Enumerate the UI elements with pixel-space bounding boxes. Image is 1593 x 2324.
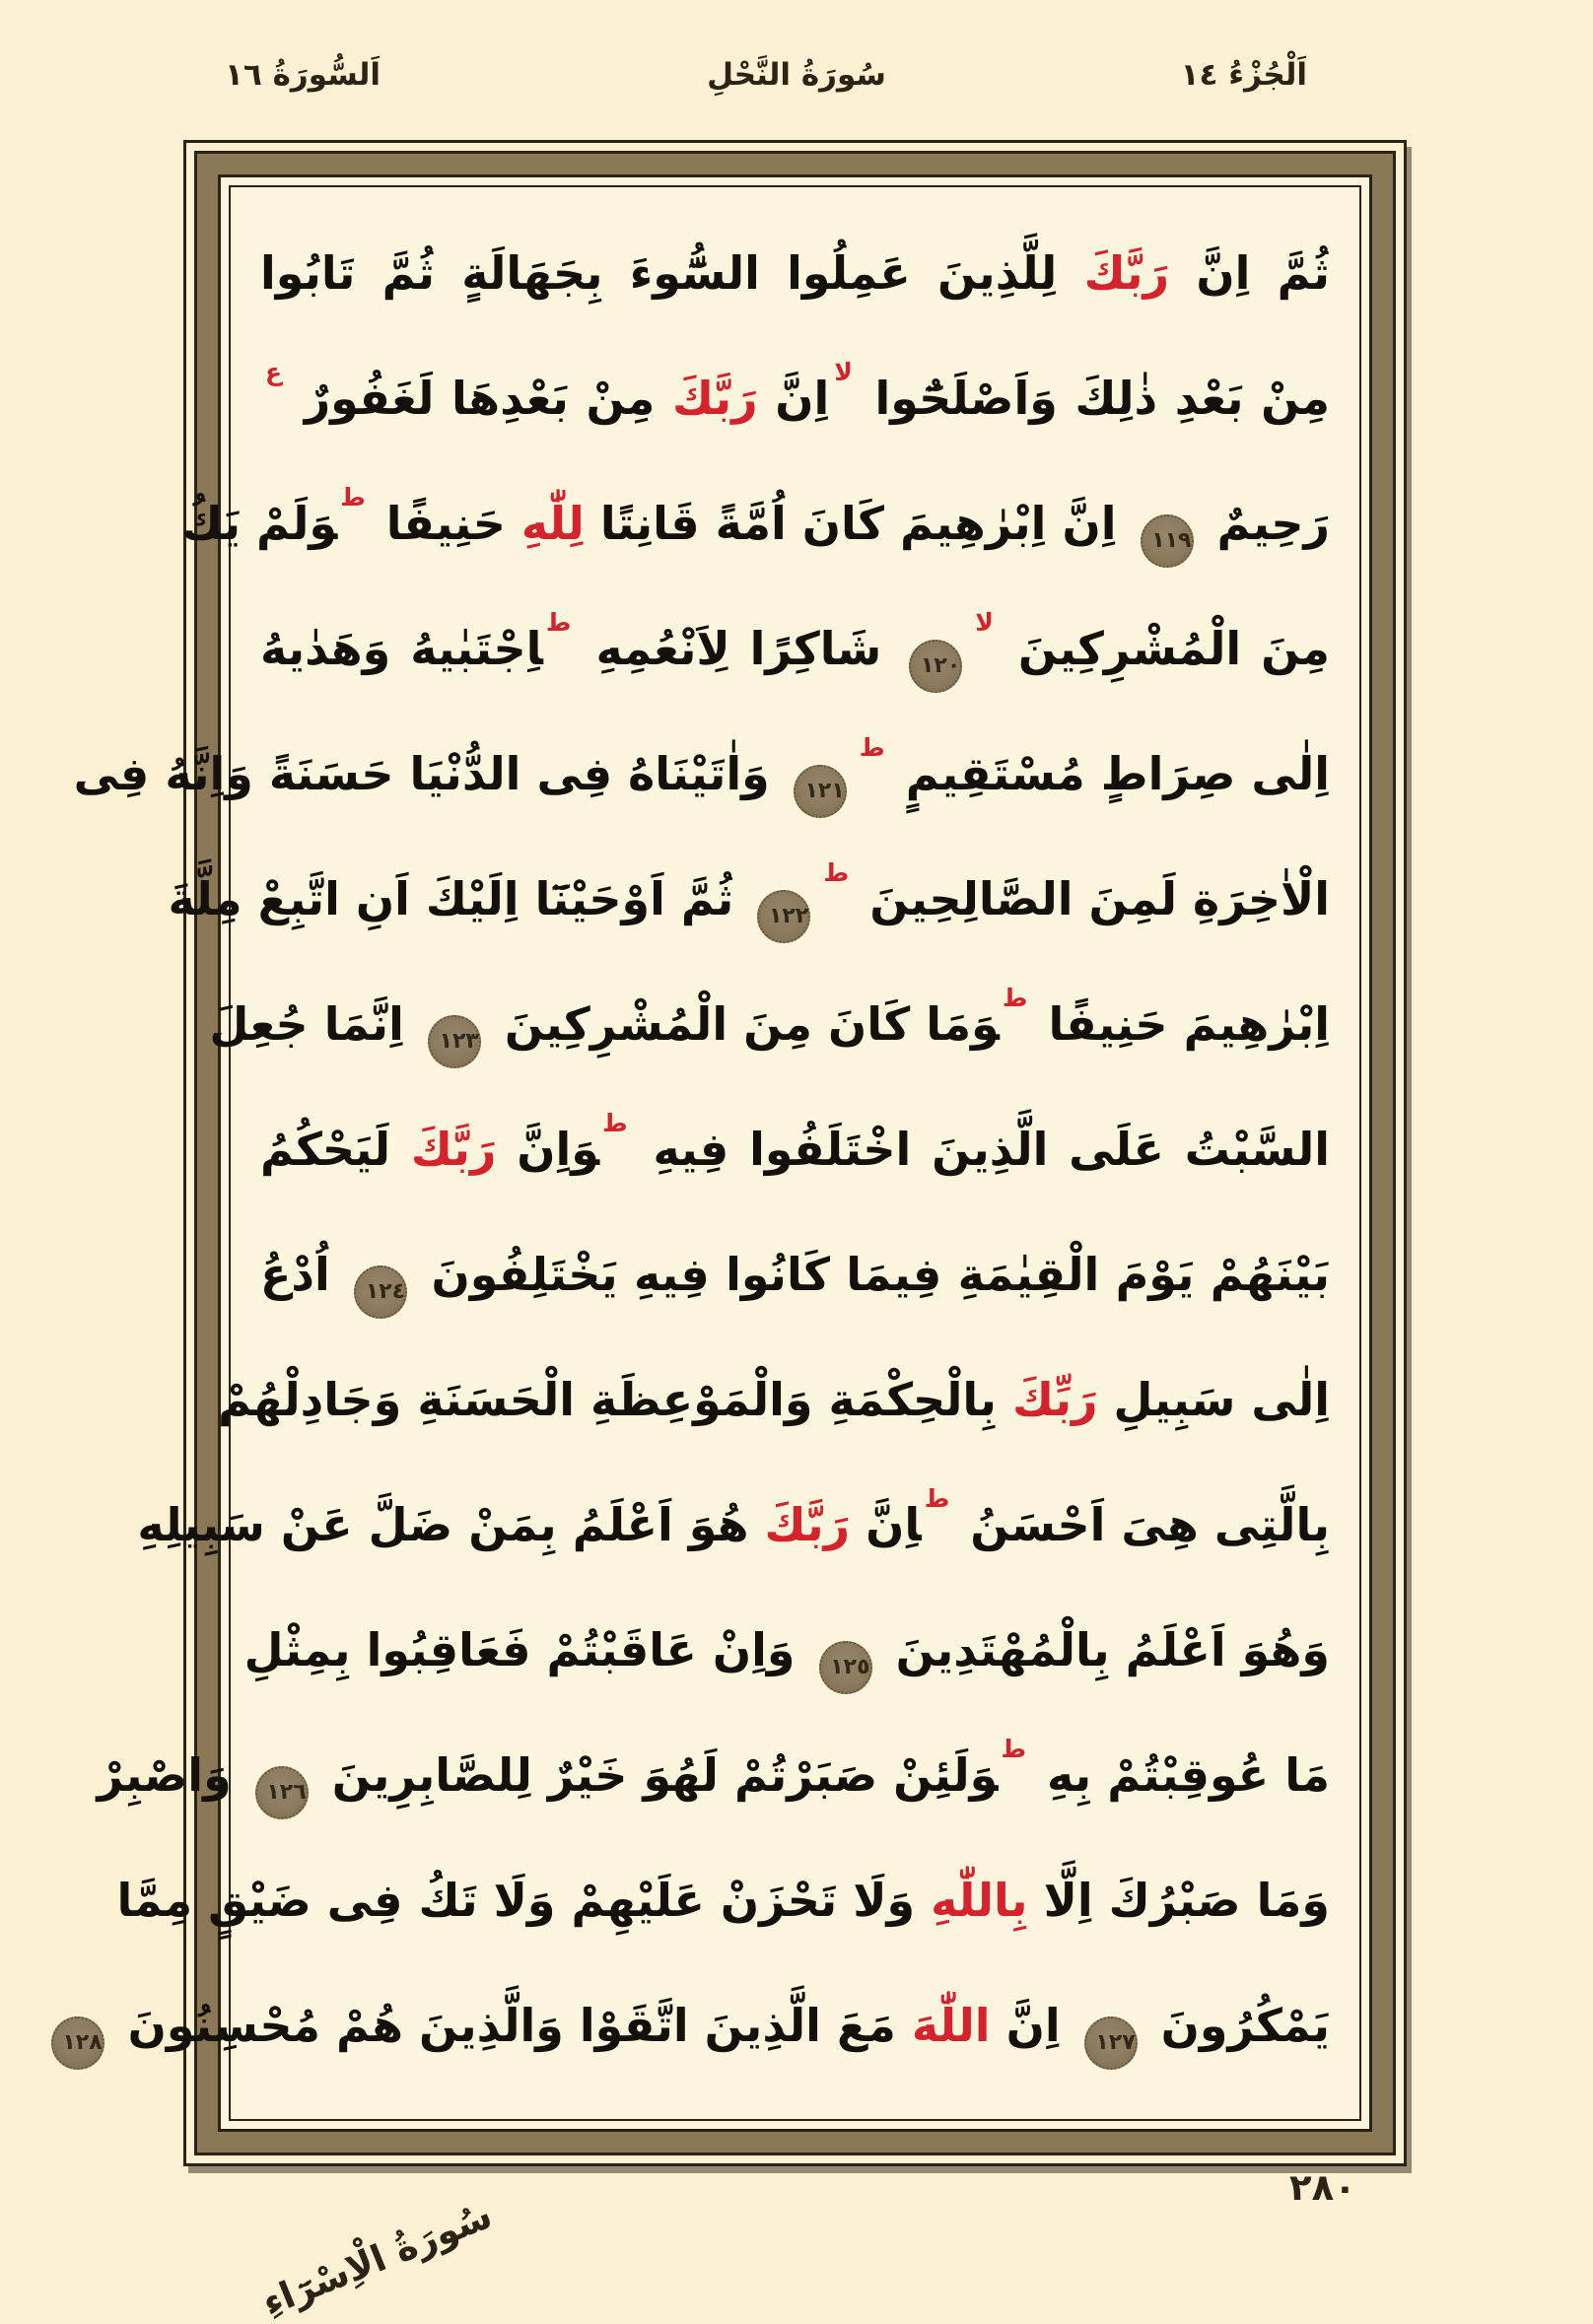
frame-inner-rule xyxy=(62,185,1361,2121)
ayah-text: وَمَا كَانَ مِنَ الْمُشْرِكِينَ xyxy=(504,997,1000,1051)
quran-line-10 xyxy=(217,1337,1330,1463)
ayah-text: اُدْعُ xyxy=(260,1248,330,1301)
ayah-text: شَاكِرًا لِاَنْعُمِهِ xyxy=(595,622,882,675)
ayah-text: بِالَّتِى هِىَ اَحْسَنُ xyxy=(970,1498,1330,1551)
divine-name-red: رَبَّكَ xyxy=(410,1123,497,1176)
divine-name-red: لِلّٰهِ xyxy=(520,497,585,550)
ayah-text: حَنِيفًا xyxy=(385,497,506,550)
quran-line-9 xyxy=(260,1212,1330,1337)
divine-name-red: رَبَّكَ xyxy=(672,372,758,425)
verse-marker-rosette: ١٢٥ xyxy=(819,1641,872,1694)
waqf-sign: ط xyxy=(926,1484,950,1513)
ayah-text: ثُمَّ اِنَّ xyxy=(1196,246,1331,300)
waqf-sign: ط xyxy=(859,733,885,762)
ayah-text: اِجْتَبٰيهُ وَهَدٰيهُ xyxy=(260,622,543,675)
ayah-text: اِنَّ اِبْرٰهِيمَ كَانَ اُمَّةً قَانِتًا xyxy=(599,497,1117,550)
ayah-text: وَاصْبِرْ xyxy=(97,1748,232,1802)
quran-line-8 xyxy=(260,1087,1330,1212)
ayah-text: بَيْنَهُمْ يَوْمَ الْقِيٰمَةِ فِيمَا كَانُوا فِيهِ يَخْتَلِفُونَ xyxy=(431,1248,1331,1301)
verse-marker-rosette: ١٢٣ xyxy=(428,1015,481,1068)
ayah-text: مِنْ بَعْدِ ذٰلِكَ وَاَصْلَحُٓوا xyxy=(874,372,1331,425)
ayah-text: وَاِنَّ xyxy=(517,1123,600,1176)
ayah-text: اِبْرٰهِيمَ حَنِيفًا xyxy=(1048,997,1330,1051)
next-surah-label: سُورَةُ الْاِسْرَٓاءِ xyxy=(255,2194,498,2324)
ayah-text: اِنَّ xyxy=(866,1498,922,1551)
waqf-sign: لا xyxy=(834,358,853,386)
ayah-text: وَمَا صَبْرُكَ اِلَّا xyxy=(1043,1874,1330,1927)
ayah-text: اِلٰى سَبِيلِ xyxy=(1113,1373,1330,1426)
ayah-text: مَعَ الَّذِينَ اتَّقَوْا وَالَّذِينَ هُمْ مُحْسِنُونَ xyxy=(127,1999,896,2052)
page-number: ٢٨٠ xyxy=(1289,2166,1356,2209)
divine-name-red: رَبَّكَ xyxy=(764,1498,851,1551)
ayah-text: وَلَمْ يَكُ xyxy=(180,497,338,550)
quran-line-7 xyxy=(209,962,1330,1087)
ayah-text: وَلَئِنْ صَبَرْتُمْ لَهُوَ خَيْرٌ لِلصَّابِرِينَ xyxy=(331,1748,999,1802)
ayah-text: اِنَّمَا جُعِلَ xyxy=(209,997,404,1051)
ayah-text: بِالْحِكْمَةِ وَالْمَوْعِظَةِ الْحَسَنَةِ وَجَادِلْهُمْ xyxy=(217,1373,997,1426)
ayah-text: مِنَ الْمُشْرِكِينَ xyxy=(1017,622,1331,675)
quran-line-3 xyxy=(180,461,1330,586)
ayah-text: اِنَّ xyxy=(1005,1999,1061,2052)
verse-marker-rosette: ١٢٤ xyxy=(354,1265,407,1319)
waqf-sign: ط xyxy=(604,1109,628,1137)
ayah-text: اِنَّ xyxy=(775,372,830,425)
verse-marker-rosette: ١٢٠ xyxy=(909,640,962,693)
ayah-text: وَهُوَ اَعْلَمُ بِالْمُهْتَدِينَ xyxy=(895,1623,1330,1676)
quran-line-11 xyxy=(137,1463,1330,1588)
ayah-text: وَاِنْ عَاقَبْتُمْ فَعَاقِبُوا بِمِثْلِ xyxy=(243,1623,796,1676)
quran-line-13 xyxy=(97,1713,1330,1838)
ayah-text: وَلَا تَحْزَنْ عَلَيْهِمْ وَلَا تَكُ فِى ضَيْقٍ مِمَّا xyxy=(116,1874,916,1927)
waqf-sign: ط xyxy=(1003,1735,1027,1763)
frame-band xyxy=(62,151,1396,2155)
quran-line-4 xyxy=(260,586,1330,712)
ayah-text: يَمْكُرُونَ xyxy=(1160,1999,1330,2052)
waqf-sign: ط xyxy=(823,858,850,887)
waqf-sign: ط xyxy=(1004,984,1028,1012)
verse-marker-rosette: ١١٩ xyxy=(1141,514,1194,568)
quran-line-14 xyxy=(116,1838,1330,1963)
ayah-text: اِلٰى صِرَاطٍ مُسْتَقِيمٍ xyxy=(905,747,1330,800)
quran-line-15 xyxy=(62,1963,1330,2088)
quran-line-6 xyxy=(168,837,1330,962)
ayah-text: وَاٰتَيْنَاهُ فِى الدُّنْيَا حَسَنَةً وَاِنَّهُ فِى xyxy=(73,747,770,800)
divine-name-red: رَبَّكَ xyxy=(1083,246,1170,300)
quran-line-12 xyxy=(243,1588,1330,1713)
quran-line-2 xyxy=(260,336,1330,461)
verse-marker-rosette: ١٢١ xyxy=(794,765,847,818)
ayah-text: لَيَحْكُمُ xyxy=(260,1123,391,1176)
divine-name-red: بِاللّٰهِ xyxy=(931,1874,1028,1927)
ayah-text: مَا عُوقِبْتُمْ بِهِ xyxy=(1047,1748,1330,1802)
divine-name-red: اللّٰهَ xyxy=(911,1999,991,2052)
waqf-sign: لا xyxy=(975,608,994,637)
waqf-sign: ع xyxy=(265,358,283,386)
juz-label: اَلْجُزْءُ ١٤ xyxy=(1180,57,1307,93)
quran-line-1 xyxy=(260,211,1330,336)
ayah-text: رَحِيمٌ xyxy=(1216,497,1330,550)
ayah-text: هُوَ اَعْلَمُ بِمَنْ ضَلَّ عَنْ سَبِيلِهِ xyxy=(137,1498,749,1551)
divine-name-red: رَبِّكَ xyxy=(1011,1373,1098,1426)
surah-title: سُورَةُ النَّحْلِ xyxy=(707,57,886,93)
ayah-text: مِنْ بَعْدِهَا لَغَفُورٌ xyxy=(304,372,656,425)
ayah-text: لِلَّذِينَ عَمِلُوا السُّٓوءَ بِجَهَالَةٍ ثُمَّ تَابُوا xyxy=(260,246,1058,300)
page-frame xyxy=(62,140,1407,2166)
ayah-text: الْاٰخِرَةِ لَمِنَ الصَّالِحِينَ xyxy=(869,872,1330,925)
verse-marker-rosette: ١٢٦ xyxy=(255,1766,309,1819)
frame-gap-ring xyxy=(62,174,1372,2132)
verse-marker-rosette: ١٢٧ xyxy=(1084,2016,1138,2070)
verse-marker-rosette: ١٢٨ xyxy=(51,2016,104,2070)
waqf-sign: ط xyxy=(342,483,366,512)
ayah-text: ثُمَّ اَوْحَيْنَٓا اِلَيْكَ اَنِ اتَّبِعْ مِلَّةَ xyxy=(168,872,734,925)
quran-line-5 xyxy=(73,712,1330,837)
ayah-text: السَّبْتُ عَلَى الَّذِينَ اخْتَلَفُوا فِيهِ xyxy=(653,1123,1331,1176)
text-area xyxy=(62,211,1331,2095)
waqf-sign: ط xyxy=(547,608,572,637)
surah-number-label: اَلسُّورَةُ ١٦ xyxy=(225,57,381,93)
verse-marker-rosette: ١٢٢ xyxy=(757,890,810,943)
